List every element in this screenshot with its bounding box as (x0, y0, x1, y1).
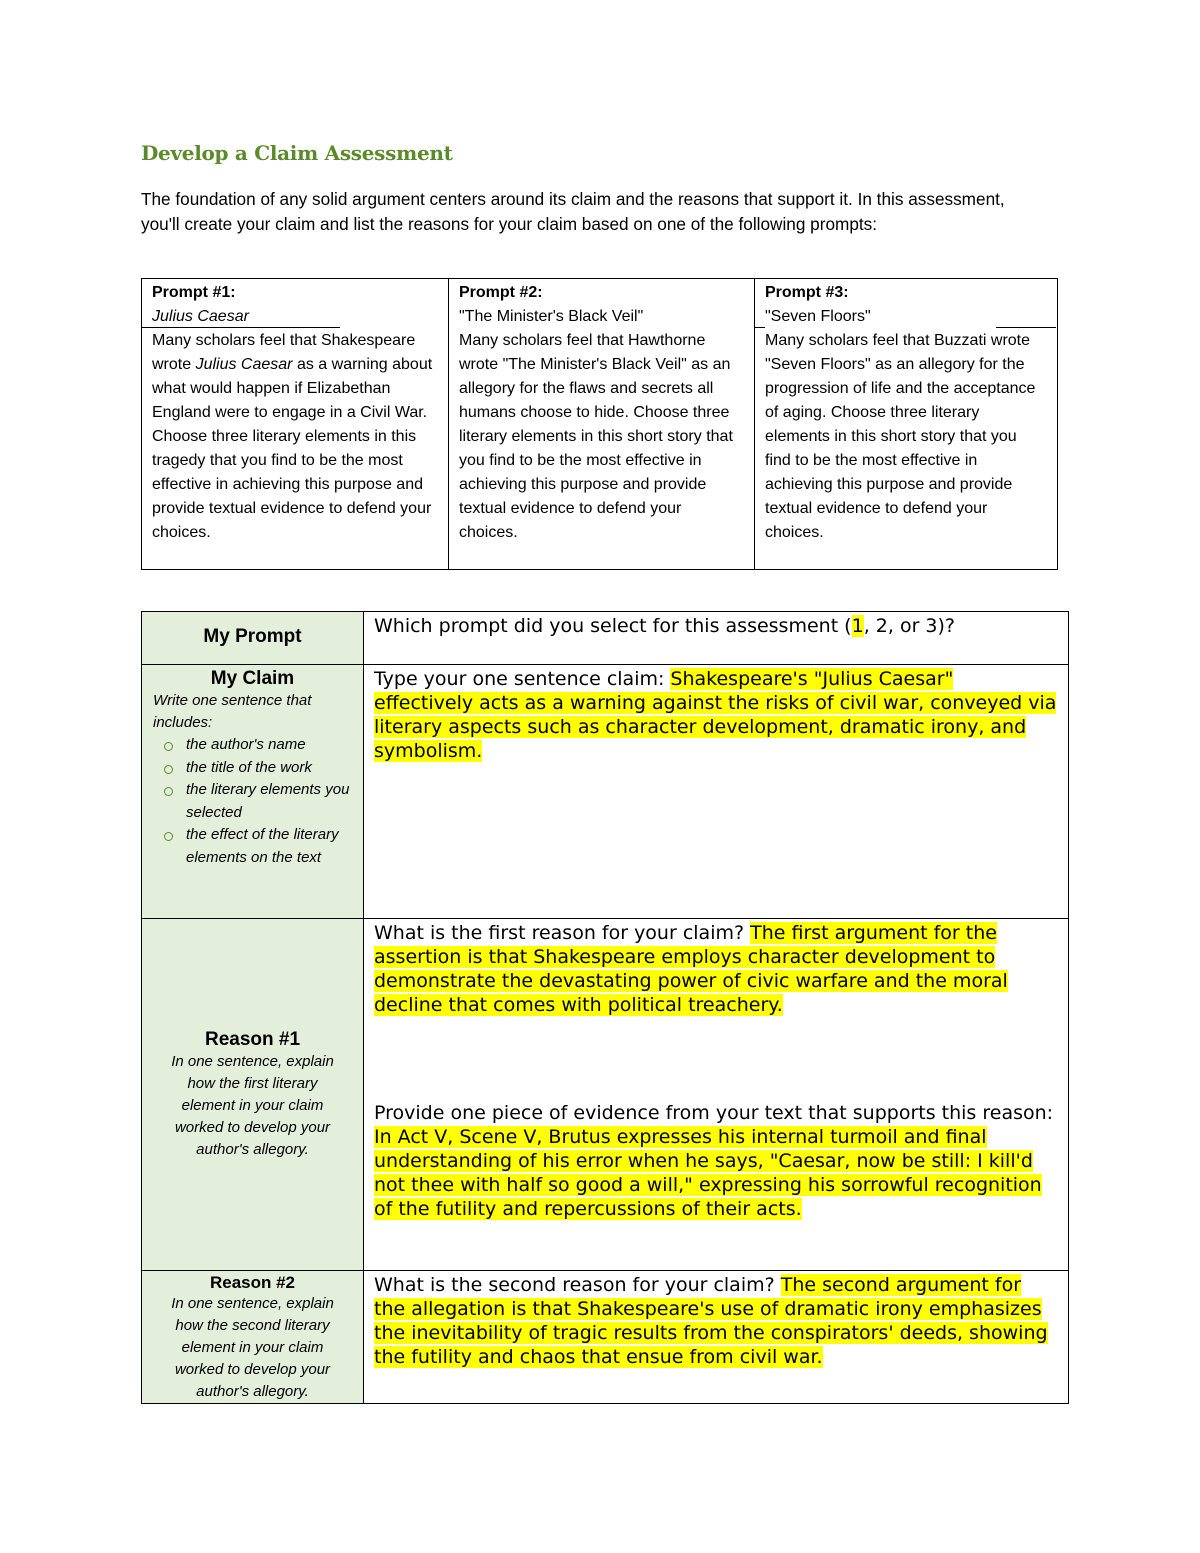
list-item-text: the literary elements you selected (186, 781, 350, 821)
question-text: , 2, or 3)? (863, 615, 956, 637)
prompt-body-emphasis: Julius Caesar (195, 356, 293, 373)
row-label: Reason #2 (209, 1273, 296, 1292)
row-label: My Prompt (203, 626, 302, 647)
document-title: Develop a Claim Assessment (141, 141, 453, 165)
divider (755, 327, 765, 328)
divider (142, 327, 340, 328)
divider (996, 327, 1056, 328)
row-label: Reason #1 (204, 1028, 301, 1050)
list-item-text: the title of the work (186, 758, 312, 776)
answer-text[interactable]: In Act V, Scene V, Brutus expresses his internal turmoil and final understanding of his error when he says, "Caesar, now be still: I kill'd not thee with half so good a will," expressing his sorrowful recognition of the futility and repercussions of their acts. (374, 1126, 1042, 1220)
list-item-text: the author's name (186, 736, 306, 753)
prompt-body (152, 329, 438, 545)
my-prompt-label-cell (142, 612, 364, 665)
prompt-1-cell (142, 279, 448, 569)
circle-bullet-icon (164, 742, 173, 751)
list-item (164, 824, 363, 869)
prompt-work-title: "Seven Floors" (765, 308, 871, 325)
question-text: What is the first reason for your claim? (374, 922, 751, 944)
reason-2-label-cell (142, 1271, 364, 1404)
prompt-body-text: as a warning about what would happen if Elizabethan England were to engage in a Civil War. Choose three literary elements in this tragedy that you find to be the most effective in achieving this purpose and provide textual evidence to defend your choices. (152, 356, 433, 541)
circle-bullet-icon (164, 832, 173, 841)
prompt-heading: Prompt #1: (152, 284, 236, 301)
question-text: What is the second reason for your claim? (374, 1274, 781, 1296)
row-instruction: Write one sentence that includes: (153, 692, 312, 731)
circle-bullet-icon (164, 787, 173, 796)
list-item (164, 757, 363, 780)
question-text: Which prompt did you select for this assessment ( (374, 615, 852, 637)
question-text: Type your one sentence claim: (374, 668, 671, 690)
reason-1-label-cell (142, 919, 364, 1271)
prompt-3-cell (754, 279, 1056, 569)
my-claim-answer-cell[interactable] (364, 665, 1069, 919)
prompt-work-title: Julius Caesar (152, 308, 249, 325)
my-claim-label-cell (142, 665, 364, 919)
circle-bullet-icon (164, 765, 173, 774)
claim-requirements-list (142, 734, 363, 869)
row-instruction: In one sentence, explain how the second literary element in your claim worked to develop your author's allegory. (171, 1295, 334, 1400)
row-instruction: In one sentence, explain how the first literary element in your claim worked to develop your author's allegory. (171, 1052, 334, 1158)
prompt-body: Many scholars feel that Hawthorne wrote "The Minister's Black Veil" as an allegory for the flaws and secrets all humans choose to hide. Choose three literary elements in this short story that you find to be the most effective in achieving this purpose and provide textual evidence to defend your choices. (459, 332, 733, 541)
prompt-work-title: "The Minister's Black Veil" (459, 308, 644, 325)
prompt-heading: Prompt #2: (459, 284, 543, 301)
evidence-answer (374, 1101, 1058, 1221)
question-text: Provide one piece of evidence from your text that supports this reason: (374, 1102, 1054, 1124)
list-item (164, 779, 363, 824)
list-item (164, 734, 363, 757)
row-label: My Claim (210, 668, 295, 689)
reason-answer (374, 921, 1058, 1017)
answer-text[interactable]: The second argument for the allegation is that Shakespeare's use of dramatic irony emphasizes the inevitability of tragic results from the conspirators' deeds, showing the futility and chaos that ensue from civil war. (374, 1274, 1048, 1368)
table-row (142, 612, 1069, 665)
prompt-2-cell (448, 279, 754, 569)
claim-table (141, 611, 1069, 1404)
prompt-body: Many scholars feel that Buzzati wrote "Seven Floors" as an allegory for the progression of life and the acceptance of aging. Choose three literary elements in this short story that you find to be the most effective in achieving this purpose and provide textual evidence to defend your choices. (765, 332, 1036, 541)
prompt-body-text: Many scholars feel that Shakespeare wrote (152, 332, 416, 373)
answer-text[interactable]: Shakespeare's "Julius Caesar" effectively acts as a warning against the risks of civil war, conveyed via literary aspects such as character development, dramatic irony, and symbolism. (374, 668, 1057, 762)
reason-2-answer-cell[interactable] (364, 1271, 1069, 1404)
table-row (142, 1271, 1069, 1404)
my-prompt-answer-cell[interactable] (364, 612, 1069, 665)
reason-1-answer-cell[interactable] (364, 919, 1069, 1271)
answer-text[interactable]: 1 (851, 615, 864, 637)
prompts-table (141, 278, 1058, 570)
answer-text[interactable]: The first argument for the assertion is that Shakespeare employs character development to demonstrate the devastating power of civic warfare and the moral decline that comes with political treachery. (374, 922, 1008, 1016)
list-item-text: the effect of the literary elements on the text (186, 826, 339, 866)
intro-paragraph: The foundation of any solid argument centers around its claim and the reasons that support it. In this assessment, you'll create your claim and list the reasons for your claim based on one of the following prompts: (141, 189, 1005, 234)
table-row (142, 665, 1069, 919)
table-row (142, 919, 1069, 1271)
prompt-heading: Prompt #3: (765, 284, 849, 301)
